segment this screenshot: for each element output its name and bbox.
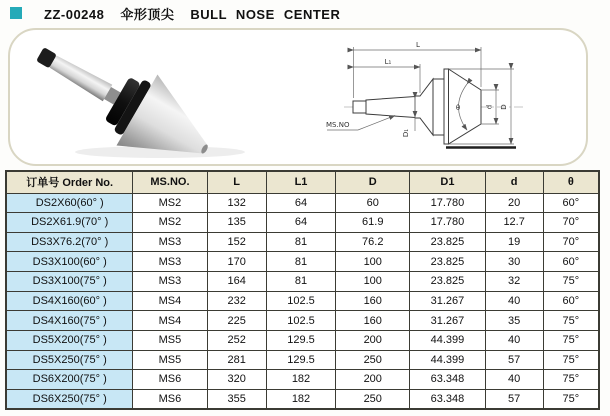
spec-cell: MS2 bbox=[133, 213, 207, 233]
spec-cell: 17.780 bbox=[410, 213, 485, 233]
product-name-cn: 伞形顶尖 bbox=[120, 6, 175, 22]
spec-cell: 81 bbox=[266, 232, 335, 252]
spec-cell: 35 bbox=[485, 311, 543, 331]
spec-cell: 75° bbox=[543, 272, 599, 292]
product-photo bbox=[10, 30, 300, 164]
product-name-en: BULL NOSE CENTER bbox=[190, 6, 341, 22]
flange-outline bbox=[444, 69, 449, 144]
spec-cell: 135 bbox=[207, 213, 266, 233]
part-outline bbox=[353, 69, 481, 144]
spec-cell: 100 bbox=[336, 272, 410, 292]
spec-cell: 30 bbox=[485, 252, 543, 272]
spec-cell: 60° bbox=[543, 193, 599, 213]
spec-cell: 57 bbox=[485, 389, 543, 409]
brand-square-icon bbox=[10, 7, 22, 19]
tool-assembly bbox=[20, 30, 228, 164]
spec-cell: 60° bbox=[543, 252, 599, 272]
spec-table bbox=[5, 170, 600, 410]
spec-cell: 129.5 bbox=[266, 330, 335, 350]
spec-cell: 32 bbox=[485, 272, 543, 292]
spec-cell: 64 bbox=[266, 213, 335, 233]
table-header-row bbox=[6, 171, 599, 193]
spec-cell: 170 bbox=[207, 252, 266, 272]
spec-cell: 250 bbox=[336, 350, 410, 370]
spec-cell: 70° bbox=[543, 232, 599, 252]
order-no-cell: DS3X76.2(70° ) bbox=[6, 232, 133, 252]
spec-cell: MS3 bbox=[133, 252, 207, 272]
morse-taper-shank bbox=[48, 53, 112, 101]
spec-cell: 70° bbox=[543, 213, 599, 233]
header-cell-3: L1 bbox=[266, 171, 335, 193]
spec-cell: 100 bbox=[336, 252, 410, 272]
table-row bbox=[6, 272, 599, 292]
spec-cell: 160 bbox=[336, 291, 410, 311]
spec-cell: 76.2 bbox=[336, 232, 410, 252]
spec-cell: MS6 bbox=[133, 389, 207, 409]
spec-cell: 320 bbox=[207, 370, 266, 390]
dimension-drawing bbox=[300, 30, 586, 164]
dim-label-theta: θ bbox=[455, 104, 461, 112]
spec-cell: 129.5 bbox=[266, 350, 335, 370]
spec-cell: 40 bbox=[485, 370, 543, 390]
table-row bbox=[6, 389, 599, 409]
spec-cell: 75° bbox=[543, 311, 599, 331]
table-row bbox=[6, 213, 599, 233]
spec-cell: 182 bbox=[266, 370, 335, 390]
dim-label-L1: L₁ bbox=[384, 58, 392, 66]
order-no-cell: DS6X250(75° ) bbox=[6, 389, 133, 409]
title-bar bbox=[10, 4, 356, 22]
spec-cell: 31.267 bbox=[410, 291, 485, 311]
spec-cell: 61.9 bbox=[336, 213, 410, 233]
cone-outline bbox=[449, 69, 482, 144]
dim-label-ms-no: MS.NO bbox=[326, 121, 350, 129]
dim-label-D: D bbox=[500, 104, 508, 110]
order-no-cell: DS4X160(75° ) bbox=[6, 311, 133, 331]
spec-cell: 200 bbox=[336, 370, 410, 390]
header-cell-2: L bbox=[207, 171, 266, 193]
order-no-cell: DS5X200(75° ) bbox=[6, 330, 133, 350]
header-cell-6: d bbox=[485, 171, 543, 193]
spec-cell: 164 bbox=[207, 272, 266, 292]
order-no-cell: DS4X160(60° ) bbox=[6, 291, 133, 311]
spec-cell: MS4 bbox=[133, 311, 207, 331]
spec-cell: 75° bbox=[543, 350, 599, 370]
spec-cell: 75° bbox=[543, 389, 599, 409]
spec-cell: 63.348 bbox=[410, 370, 485, 390]
order-no-cell: DS3X100(75° ) bbox=[6, 272, 133, 292]
spec-cell: 102.5 bbox=[266, 311, 335, 331]
header-cell-5: D1 bbox=[410, 171, 485, 193]
table-row bbox=[6, 252, 599, 272]
spec-cell: 44.399 bbox=[410, 350, 485, 370]
spec-cell: MS5 bbox=[133, 330, 207, 350]
body-outline bbox=[433, 79, 444, 135]
spec-cell: 63.348 bbox=[410, 389, 485, 409]
table-row bbox=[6, 311, 599, 331]
shank-tang bbox=[353, 101, 366, 113]
spec-cell: 57 bbox=[485, 350, 543, 370]
header-cell-0: 订单号 Order No. bbox=[6, 171, 133, 193]
spec-cell: MS6 bbox=[133, 370, 207, 390]
spec-cell: 20 bbox=[485, 193, 543, 213]
spec-cell: 40 bbox=[485, 330, 543, 350]
spec-cell: 250 bbox=[336, 389, 410, 409]
spec-cell: 31.267 bbox=[410, 311, 485, 331]
spec-cell: 44.399 bbox=[410, 330, 485, 350]
spec-cell: 160 bbox=[336, 311, 410, 331]
spec-cell: 17.780 bbox=[410, 193, 485, 213]
header-cell-1: MS.NO. bbox=[133, 171, 207, 193]
spec-cell: 81 bbox=[266, 272, 335, 292]
spec-cell: MS2 bbox=[133, 193, 207, 213]
spec-cell: 23.825 bbox=[410, 232, 485, 252]
spec-cell: 102.5 bbox=[266, 291, 335, 311]
spec-cell: 182 bbox=[266, 389, 335, 409]
spec-cell: 64 bbox=[266, 193, 335, 213]
spec-cell: 60 bbox=[336, 193, 410, 213]
product-code: ZZ-00248 bbox=[44, 6, 105, 22]
header-cell-4: D bbox=[336, 171, 410, 193]
spec-cell: 281 bbox=[207, 350, 266, 370]
dim-label-d: d bbox=[485, 104, 494, 110]
spec-cell: 75° bbox=[543, 370, 599, 390]
spec-cell: 12.7 bbox=[485, 213, 543, 233]
order-no-cell: DS3X100(60° ) bbox=[6, 252, 133, 272]
spec-cell: 19 bbox=[485, 232, 543, 252]
dim-label-D1: D₁ bbox=[402, 128, 410, 138]
spec-cell: 225 bbox=[207, 311, 266, 331]
spec-cell: 232 bbox=[207, 291, 266, 311]
spec-cell: MS3 bbox=[133, 272, 207, 292]
dim-label-L: L bbox=[416, 41, 420, 49]
spec-cell: 81 bbox=[266, 252, 335, 272]
spec-cell: MS4 bbox=[133, 291, 207, 311]
order-no-cell: DS2X60(60° ) bbox=[6, 193, 133, 213]
table-row bbox=[6, 291, 599, 311]
table-row bbox=[6, 370, 599, 390]
header-cell-7: θ bbox=[543, 171, 599, 193]
spec-cell: 200 bbox=[336, 330, 410, 350]
spec-cell: 152 bbox=[207, 232, 266, 252]
spec-cell: MS3 bbox=[133, 232, 207, 252]
table-row bbox=[6, 193, 599, 213]
technical-drawing bbox=[300, 30, 586, 164]
bull-nose-center-photo bbox=[10, 30, 300, 164]
order-no-cell: DS5X250(75° ) bbox=[6, 350, 133, 370]
spec-cell: MS5 bbox=[133, 350, 207, 370]
spec-cell: 23.825 bbox=[410, 252, 485, 272]
spec-cell: 355 bbox=[207, 389, 266, 409]
table-row bbox=[6, 350, 599, 370]
spec-cell: 23.825 bbox=[410, 272, 485, 292]
table-row bbox=[6, 330, 599, 350]
product-panel bbox=[8, 28, 588, 166]
spec-cell: 252 bbox=[207, 330, 266, 350]
shoulder-outline bbox=[415, 79, 433, 135]
page-title bbox=[44, 4, 356, 23]
order-no-cell: DS2X61.9(70° ) bbox=[6, 213, 133, 233]
taper-shank-outline bbox=[366, 97, 415, 118]
spec-cell: 132 bbox=[207, 193, 266, 213]
order-no-cell: DS6X200(75° ) bbox=[6, 370, 133, 390]
spec-cell: 75° bbox=[543, 330, 599, 350]
spec-cell: 60° bbox=[543, 291, 599, 311]
table-row bbox=[6, 232, 599, 252]
spec-cell: 40 bbox=[485, 291, 543, 311]
